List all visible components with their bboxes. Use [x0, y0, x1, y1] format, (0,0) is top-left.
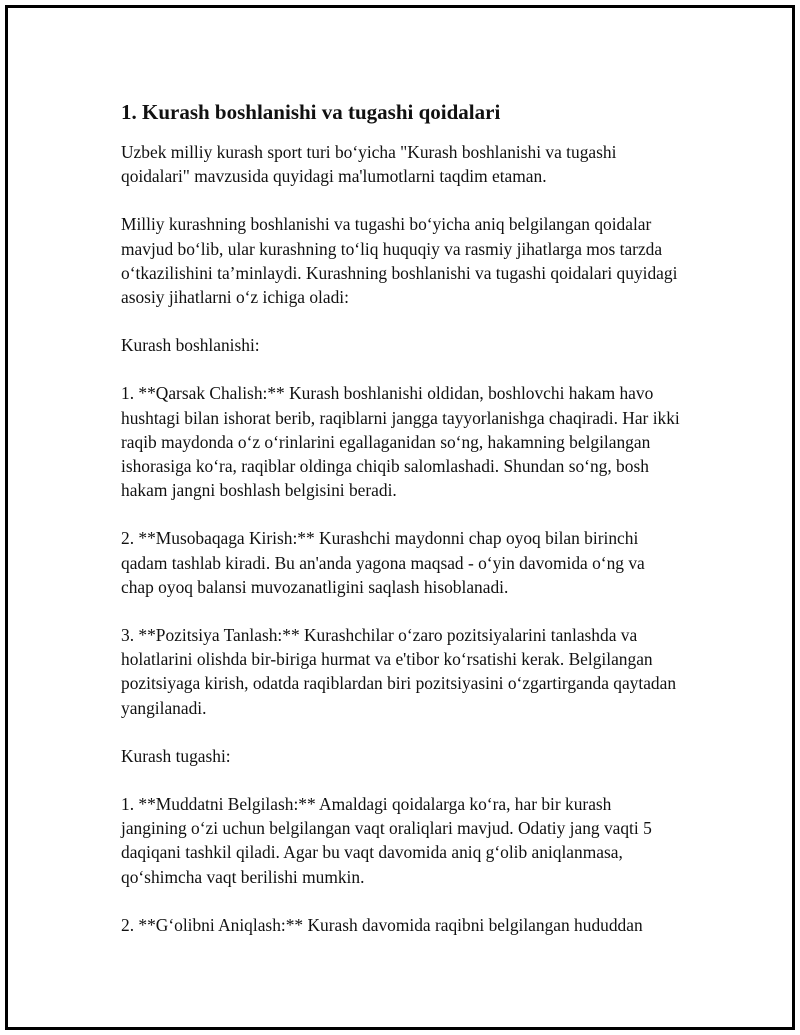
section-heading-end: Kurash tugashi: — [121, 745, 231, 766]
document-page — [5, 5, 795, 1030]
start-rule-2: 2. **Musobaqaga Kirish:** Kurashchi maydonni chap oyoq bilan birinchi qadam tashlab kiradi. Bu an'anda yagona maqsad - o‘yin davomida o‘ng va chap oyoq balansi muvozanatligini saqlash hisoblanadi. — [121, 528, 645, 597]
intro-paragraph: Uzbek milliy kurash sport turi bo‘yicha "Kurash boshlanishi va tugashi qoidalari" mavzusida quyidagi ma'lumotlarni taqdim etaman. — [121, 142, 617, 187]
overview-paragraph: Milliy kurashning boshlanishi va tugashi bo‘yicha aniq belgilangan qoidalar mavjud bo‘lib, ular kurashning to‘liq huquqiy va rasmiy jihatlarga mos tarzda o‘tkazilishini ta’minlaydi. Kurashning boshlanishi va tugashi qoidalari quyidagi asosiy jihatlarni o‘z ichiga oladi: — [121, 214, 678, 308]
start-rule-1: 1. **Qarsak Chalish:** Kurash boshlanishi oldidan, boshlovchi hakam havo hushtagi bilan ishorat berib, raqiblarni jangga tayyorlanishga chaqiradi. Har ikki raqib maydonda o‘z o‘rinlarini egallaganidan so‘ng, hakamning belgilangan ishorasiga ko‘ra, raqiblar oldinga chiqib salomlashadi. Shundan so‘ng, bosh hakam jangni boshlash belgisini beradi. — [121, 383, 680, 501]
document-title: 1. Kurash boshlanishi va tugashi qoidalari — [121, 100, 501, 124]
end-rule-1: 1. **Muddatni Belgilash:** Amaldagi qoidalarga ko‘ra, har bir kurash jangining o‘zi uchun belgilangan vaqt oraliqlari mavjud. Odatiy jang vaqti 5 daqiqani tashkil qiladi. Agar bu vaqt davomida aniq g‘olib aniqlanmasa, qo‘shimcha vaqt berilishi mumkin. — [121, 794, 652, 887]
section-heading-start: Kurash boshlanishi: — [121, 335, 260, 356]
end-rule-2: 2. **G‘olibni Aniqlash:** Kurash davomida raqibni belgilangan hududdan — [121, 914, 643, 935]
start-rule-3: 3. **Pozitsiya Tanlash:** Kurashchilar o‘zaro pozitsiyalarini tanlashda va holatlarini olishda bir-biriga hurmat va e'tibor ko‘rsatishi kerak. Belgilangan pozitsiyaga kirish, odatda raqiblardan biri pozitsiyasini o‘zgartirganda qaytadan yangilanadi. — [121, 625, 677, 718]
document-body — [121, 98, 681, 961]
